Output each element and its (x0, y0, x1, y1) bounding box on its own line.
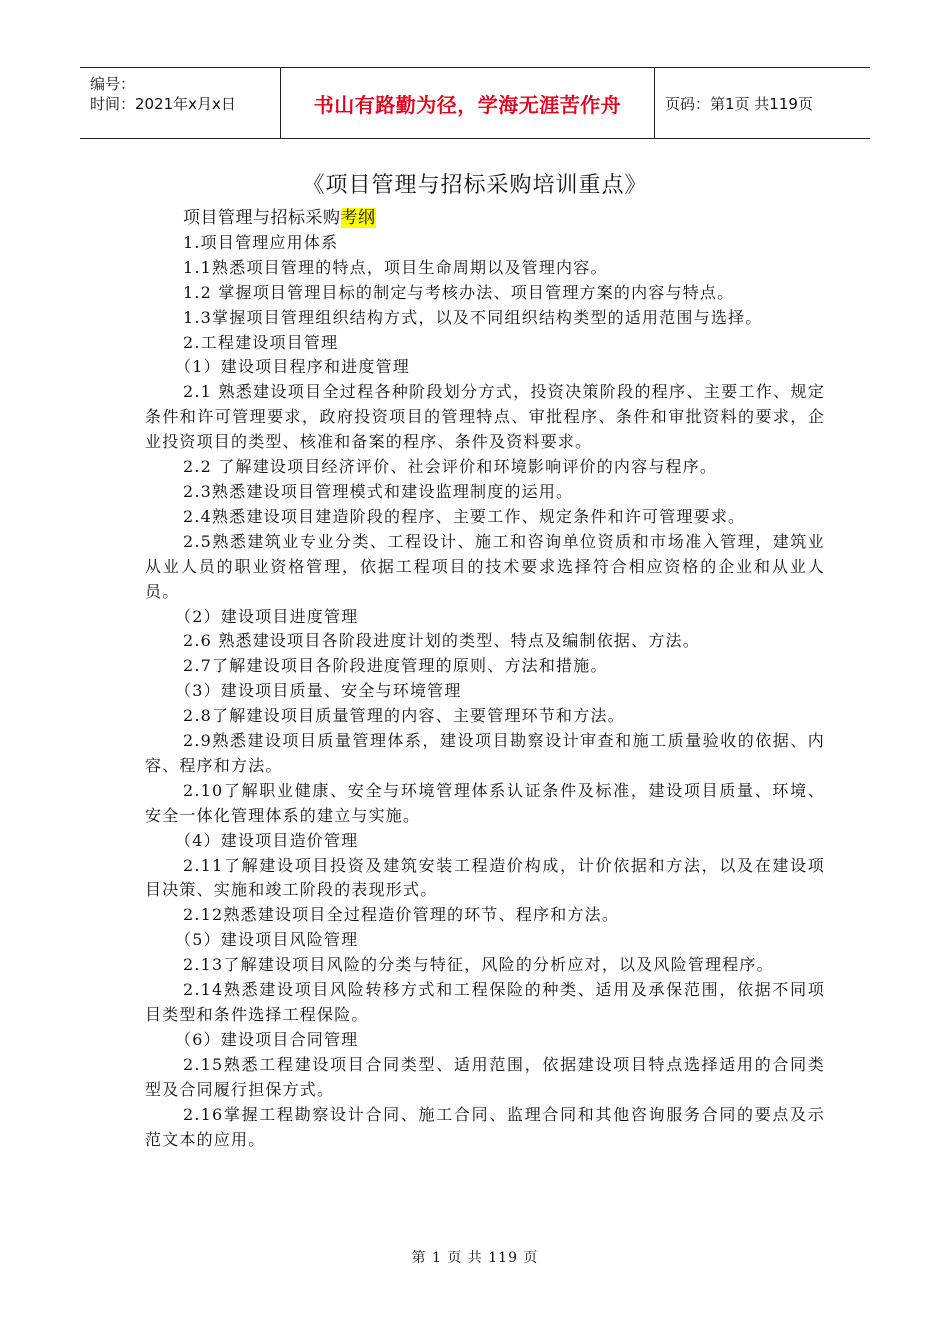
page-info-text: 页码：第1页 共119页 (665, 94, 813, 113)
body-paragraph: 2.13了解建设项目风险的分类与特征，风险的分析应对，以及风险管理程序。 (183, 955, 774, 975)
body-paragraph: 2.5熟悉建筑业专业分类、工程设计、施工和咨询单位资质和市场准入管理，建筑业从业人员的职业资格管理，依据工程项目的技术要求选择符合相应资格的企业和从业人员。 (145, 531, 825, 601)
body-paragraph: 2.7了解建设项目各阶段进度管理的原则、方法和措施。 (183, 656, 608, 676)
body-paragraph: 2.14熟悉建设项目风险转移方式和工程保险的种类、适用及承保范围，依据不同项目类型和条件选择工程保险。 (145, 980, 825, 1024)
number-label: 编号： (90, 75, 136, 93)
section-subheading: （4）建设项目造价管理 (175, 830, 359, 850)
motto-cell (281, 68, 655, 138)
body-paragraph: 2.6 熟悉建设项目各阶段进度计划的类型、特点及编制依据、方法。 (183, 631, 700, 651)
section-subheading: （1）建设项目程序和进度管理 (175, 357, 410, 377)
body-paragraph: 1.3掌握项目管理组织结构方式，以及不同组织结构类型的适用范围与选择。 (183, 307, 763, 327)
motto-text: 书山有路勤为径，学海无涯苦作舟 (313, 92, 622, 117)
body-paragraph: 2.2 了解建设项目经济评价、社会评价和环境影响评价的内容与程序。 (183, 457, 718, 477)
date-label: 时间：2021年x月x日 (90, 95, 236, 113)
header-table (80, 67, 870, 139)
body-paragraph: 1.1熟悉项目管理的特点，项目生命周期以及管理内容。 (183, 257, 608, 277)
body-paragraph: 1.项目管理应用体系 (183, 232, 339, 252)
body-paragraph: 2.3熟悉建设项目管理模式和建设监理制度的运用。 (183, 481, 574, 501)
section-subheading: （2）建设项目进度管理 (175, 606, 359, 626)
section-subheading: （6）建设项目合同管理 (175, 1029, 359, 1049)
body-paragraph: 2.9熟悉建设项目质量管理体系，建设项目勘察设计审查和施工质量验收的依据、内容、程序和方法。 (145, 731, 825, 775)
body-paragraph: 2.12熟悉建设项目全过程造价管理的环节、程序和方法。 (183, 905, 620, 925)
outline-heading-highlight: 考纲 (340, 208, 376, 228)
body-paragraph: 2.4熟悉建设项目建造阶段的程序、主要工作、规定条件和许可管理要求。 (183, 506, 746, 526)
body-paragraph: 2.8了解建设项目质量管理的内容、主要管理环节和方法。 (183, 706, 625, 726)
page-info-cell (655, 68, 870, 138)
body-paragraph: 2.11了解建设项目投资及建筑安装工程造价构成，计价依据和方法，以及在建设项目决策、实施和竣工阶段的表现形式。 (145, 855, 825, 900)
body-paragraph: 2.15熟悉工程建设项目合同类型、适用范围，依据建设项目特点选择适用的合同类型及合同履行担保方式。 (145, 1054, 825, 1099)
body-paragraph: 2.10了解职业健康、安全与环境管理体系认证条件及标准，建设项目质量、环境、安全一体化管理体系的建立与实施。 (145, 780, 825, 825)
body-paragraph: 2.工程建设项目管理 (183, 332, 339, 352)
document-title: 《项目管理与招标采购培训重点》 (302, 173, 648, 198)
body-paragraph: 2.16掌握工程勘察设计合同、施工合同、监理合同和其他咨询服务合同的要点及示范文本的应用。 (145, 1104, 825, 1149)
page-footer: 第 1 页 共 119 页 (411, 1250, 539, 1266)
section-subheading: （5）建设项目风险管理 (175, 930, 359, 950)
paragraph-list (145, 231, 825, 1153)
outline-heading (145, 206, 825, 231)
outline-heading-text: 项目管理与招标采购 (183, 208, 341, 228)
section-subheading: （3）建设项目质量、安全与环境管理 (175, 681, 462, 701)
body-paragraph: 1.2 掌握项目管理目标的制定与考核办法、项目管理方案的内容与特点。 (183, 282, 735, 302)
document-body (145, 206, 825, 1152)
header-meta-cell (80, 68, 281, 138)
body-paragraph: 2.1 熟悉建设项目全过程各种阶段划分方式，投资决策阶段的程序、主要工作、规定条件和许可管理要求，政府投资项目的管理特点、审批程序、条件和审批资料的要求，企业投资项目的类型、核准和备案的程序、条件及资料要求。 (145, 382, 825, 452)
